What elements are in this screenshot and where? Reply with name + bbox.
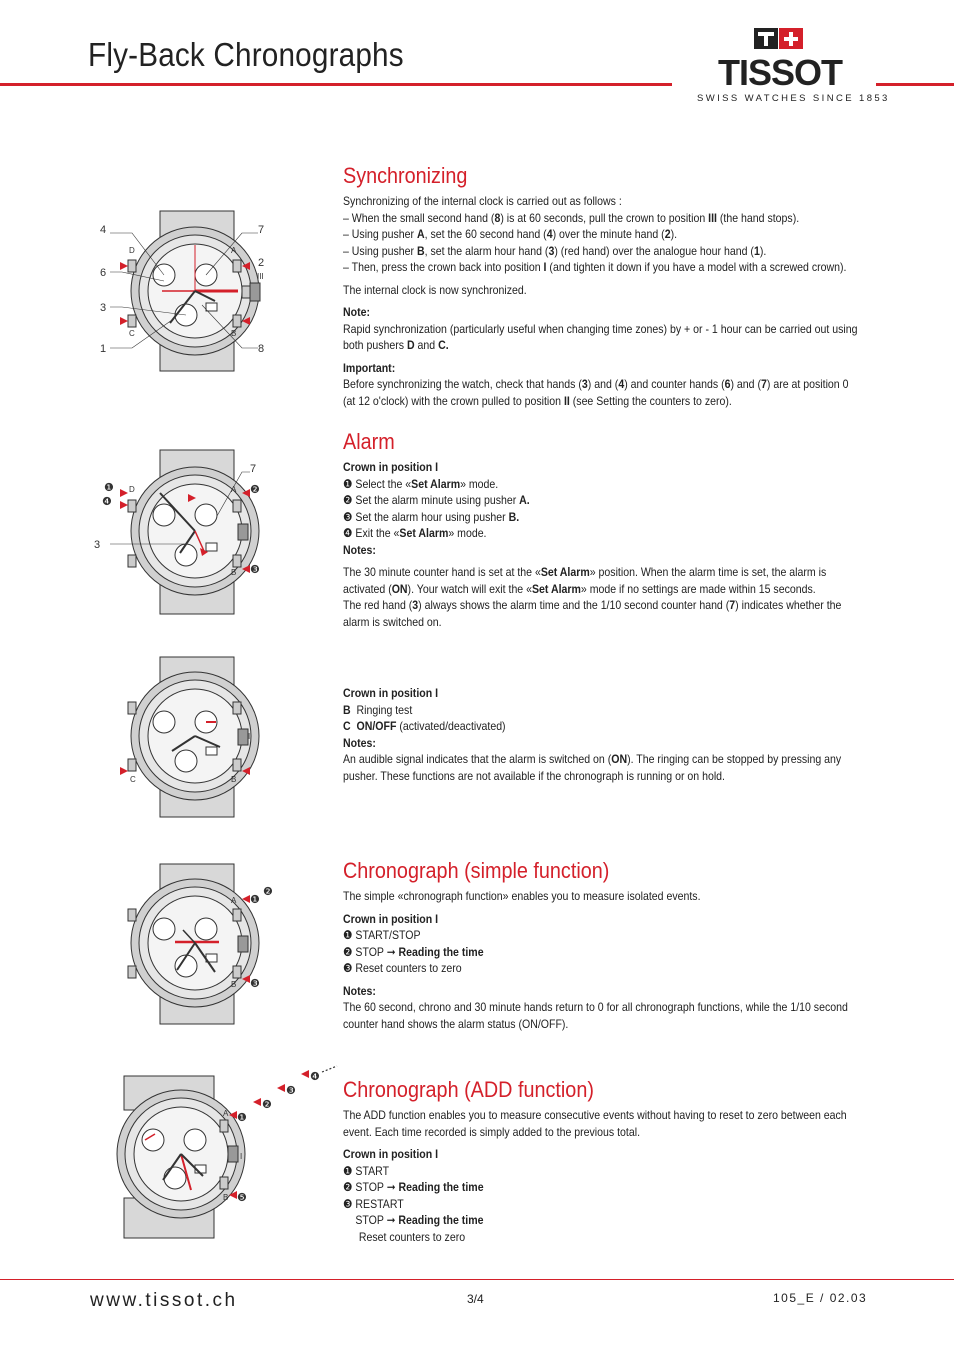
marker-step-4: ❹: [310, 1071, 320, 1083]
label-pusher-B: B: [231, 568, 237, 577]
chrono-simple-step-2: ❷ STOP ➞ Reading the time: [343, 944, 484, 959]
marker-step-1: ❶: [250, 894, 260, 906]
label-crown-I: I: [240, 1152, 243, 1161]
footer-rule: [0, 1279, 954, 1280]
label-pusher-A: A: [231, 246, 237, 255]
label-crown-I: I: [247, 939, 250, 948]
label-hand-4: 4: [100, 224, 107, 236]
alarm2-crown: Crown in position I: [343, 686, 439, 700]
marker-step-1: ❶: [104, 482, 114, 494]
label-hand-8: 8: [258, 343, 265, 355]
watch-diagram-chrono-add: [115, 1064, 340, 1244]
marker-step-2: ❷: [250, 484, 260, 496]
page-title: Fly-Back Chronographs: [88, 36, 404, 73]
alarm2-ringing-test: B Ringing test: [343, 702, 413, 717]
alarm-step-4: ❹ Exit the «Set Alarm» mode.: [343, 526, 487, 540]
heading-alarm: Alarm: [343, 429, 395, 454]
brand-wordmark: TISSOT: [717, 52, 843, 93]
chrono-add-crown: Crown in position I: [343, 1147, 439, 1161]
marker-step-3: ❸: [250, 564, 260, 576]
alarm-step-3: ❸ Set the alarm hour using pusher B.: [343, 509, 520, 524]
label-hand-3: 3: [100, 302, 107, 314]
section-alarm: [343, 429, 863, 630]
alarm2-onoff: C ON/OFF (activated/deactivated): [343, 719, 506, 733]
marker-step-2: ❷: [263, 886, 273, 898]
sync-step-1: – When the small second hand (8) is at 60 seconds, pull the crown to position III (the hand stops).: [343, 210, 800, 225]
heading-chrono-add: Chronograph (ADD function): [343, 1077, 594, 1102]
label-pusher-A: A: [223, 1109, 229, 1118]
header-rule-left: [0, 83, 672, 86]
label-hand-7: 7: [258, 224, 265, 236]
marker-step-3: ❸: [250, 978, 260, 990]
label-crown-I: I: [247, 525, 250, 534]
label-pusher-D: D: [129, 485, 135, 494]
marker-step-1: ❶: [237, 1112, 247, 1124]
brand-tagline: SWISS WATCHES SINCE 1853: [697, 93, 890, 104]
sync-important-label: Important:: [343, 360, 396, 375]
sync-step-2: – Using pusher A, set the 60 second hand (4) over the minute hand (2).: [343, 227, 678, 241]
footer-url: www.tissot.ch: [90, 1290, 238, 1311]
chrono-simple-notes-label: Notes:: [343, 983, 376, 998]
marker-step-4: ❹: [102, 496, 112, 508]
sync-intro: Synchronizing of the internal clock is carried out as follows :: [343, 194, 622, 208]
marker-step-5: ❺: [237, 1192, 247, 1204]
chrono-add-intro: The ADD function enables you to measure consecutive events without having to reset to zero between each event. Each time recorded is simply added to the previous total.: [343, 1108, 847, 1139]
label-crown-III: III: [257, 272, 264, 281]
alarm-step-1: ❶ Select the «Set Alarm» mode.: [343, 476, 499, 491]
section-chrono-simple: [343, 858, 863, 1032]
watch-diagram-alarm-onoff: [92, 655, 282, 820]
label-pusher-B: B: [231, 329, 237, 338]
chrono-add-step-5: Reset counters to zero: [358, 1229, 466, 1244]
sync-step-3: – Using pusher B, set the alarm hour hand (3) (red hand) over the analogue hour hand (1).: [343, 243, 767, 258]
label-hand-2: 2: [258, 257, 265, 269]
marker-step-2: ❷: [262, 1099, 272, 1111]
alarm2-notes-label: Notes:: [343, 735, 376, 750]
label-pusher-B: B: [223, 1193, 229, 1202]
label-hand-6: 6: [100, 267, 107, 279]
section-synchronizing: [343, 163, 863, 409]
chrono-simple-step-3: ❸ Reset counters to zero: [343, 961, 462, 975]
chrono-simple-step-1: ❶ START/STOP: [343, 928, 421, 942]
watch-diagram-alarm: [92, 448, 282, 618]
chrono-add-step-1: ❶ START: [343, 1163, 390, 1178]
heading-synchronizing: Synchronizing: [343, 163, 468, 188]
chrono-add-step-2: ❷ STOP ➞ Reading the time: [343, 1180, 484, 1194]
alarm-notes-label: Notes:: [343, 542, 376, 557]
label-pusher-C: C: [129, 329, 135, 338]
watch-diagram-chrono-simple: [115, 862, 285, 1027]
label-pusher-D: D: [129, 246, 135, 255]
alarm2-note-1: An audible signal indicates that the alarm is switched on (ON). The ringing can be stopped by pressing any pusher. These functions are not available if the chronograph is running or on hold.: [343, 752, 842, 783]
alarm-note-2: The red hand (3) always shows the alarm time and the 1/10 second counter hand (7) indicates whether the alarm is switched on.: [343, 598, 842, 629]
section-alarm-onoff: [343, 685, 863, 784]
chrono-simple-note: The 60 second, chrono and 30 minute hands return to 0 for all chronograph functions, while the 1/10 second counter hand shows the alarm status (ON/OFF).: [343, 1000, 848, 1031]
label-hand-1: 1: [100, 343, 107, 355]
label-pusher-A: A: [231, 896, 237, 905]
label-crown-I: I: [248, 732, 251, 741]
chrono-simple-crown: Crown in position I: [343, 911, 439, 926]
alarm-crown: Crown in position I: [343, 460, 439, 474]
label-pusher-C: C: [130, 775, 136, 784]
sync-note-label: Note:: [343, 305, 370, 319]
label-hand-7: 7: [250, 463, 257, 475]
label-pusher-A: A: [231, 485, 237, 494]
chrono-add-step-4: STOP ➞ Reading the time: [355, 1213, 484, 1227]
sync-important: Before synchronizing the watch, check that hands (3) and (4) and counter hands (6) and (7) are at position 0 (at 12 o'clock) with the crown pulled to position II (see Setting the counters to zero).: [343, 377, 849, 408]
sync-note: Rapid synchronization (particularly useful when changing time zones) by + or - 1 hour can be carried out using both pushers D and C.: [343, 321, 858, 352]
alarm-step-2: ❷ Set the alarm minute using pusher A.: [343, 493, 530, 507]
marker-step-3: ❸: [286, 1085, 296, 1097]
sync-done: The internal clock is now synchronized.: [343, 282, 527, 297]
sync-step-4: – Then, press the crown back into position I (and tighten it down if you have a model with a screwed crown).: [343, 260, 847, 274]
heading-chrono-simple: Chronograph (simple function): [343, 858, 610, 883]
chrono-simple-intro: The simple «chronograph function» enables you to measure isolated events.: [343, 889, 701, 903]
watch-diagram-synchronizing: [92, 205, 282, 375]
label-pusher-B: B: [231, 775, 237, 784]
page-number: 3/4: [467, 1292, 484, 1306]
document-reference: 105_E / 02.03: [773, 1291, 868, 1305]
header-rule-right: [876, 83, 954, 86]
chrono-add-step-3: ❸ RESTART: [343, 1196, 404, 1211]
section-chrono-add: [343, 1077, 863, 1245]
label-hand-3: 3: [94, 539, 101, 551]
label-pusher-B: B: [231, 980, 237, 989]
alarm-note-1: The 30 minute counter hand is set at the «Set Alarm» position. When the alarm time is set, the alarm is activated (ON). Your watch will exit the «Set Alarm» mode if no settings are made within 15 seconds.: [343, 565, 827, 596]
